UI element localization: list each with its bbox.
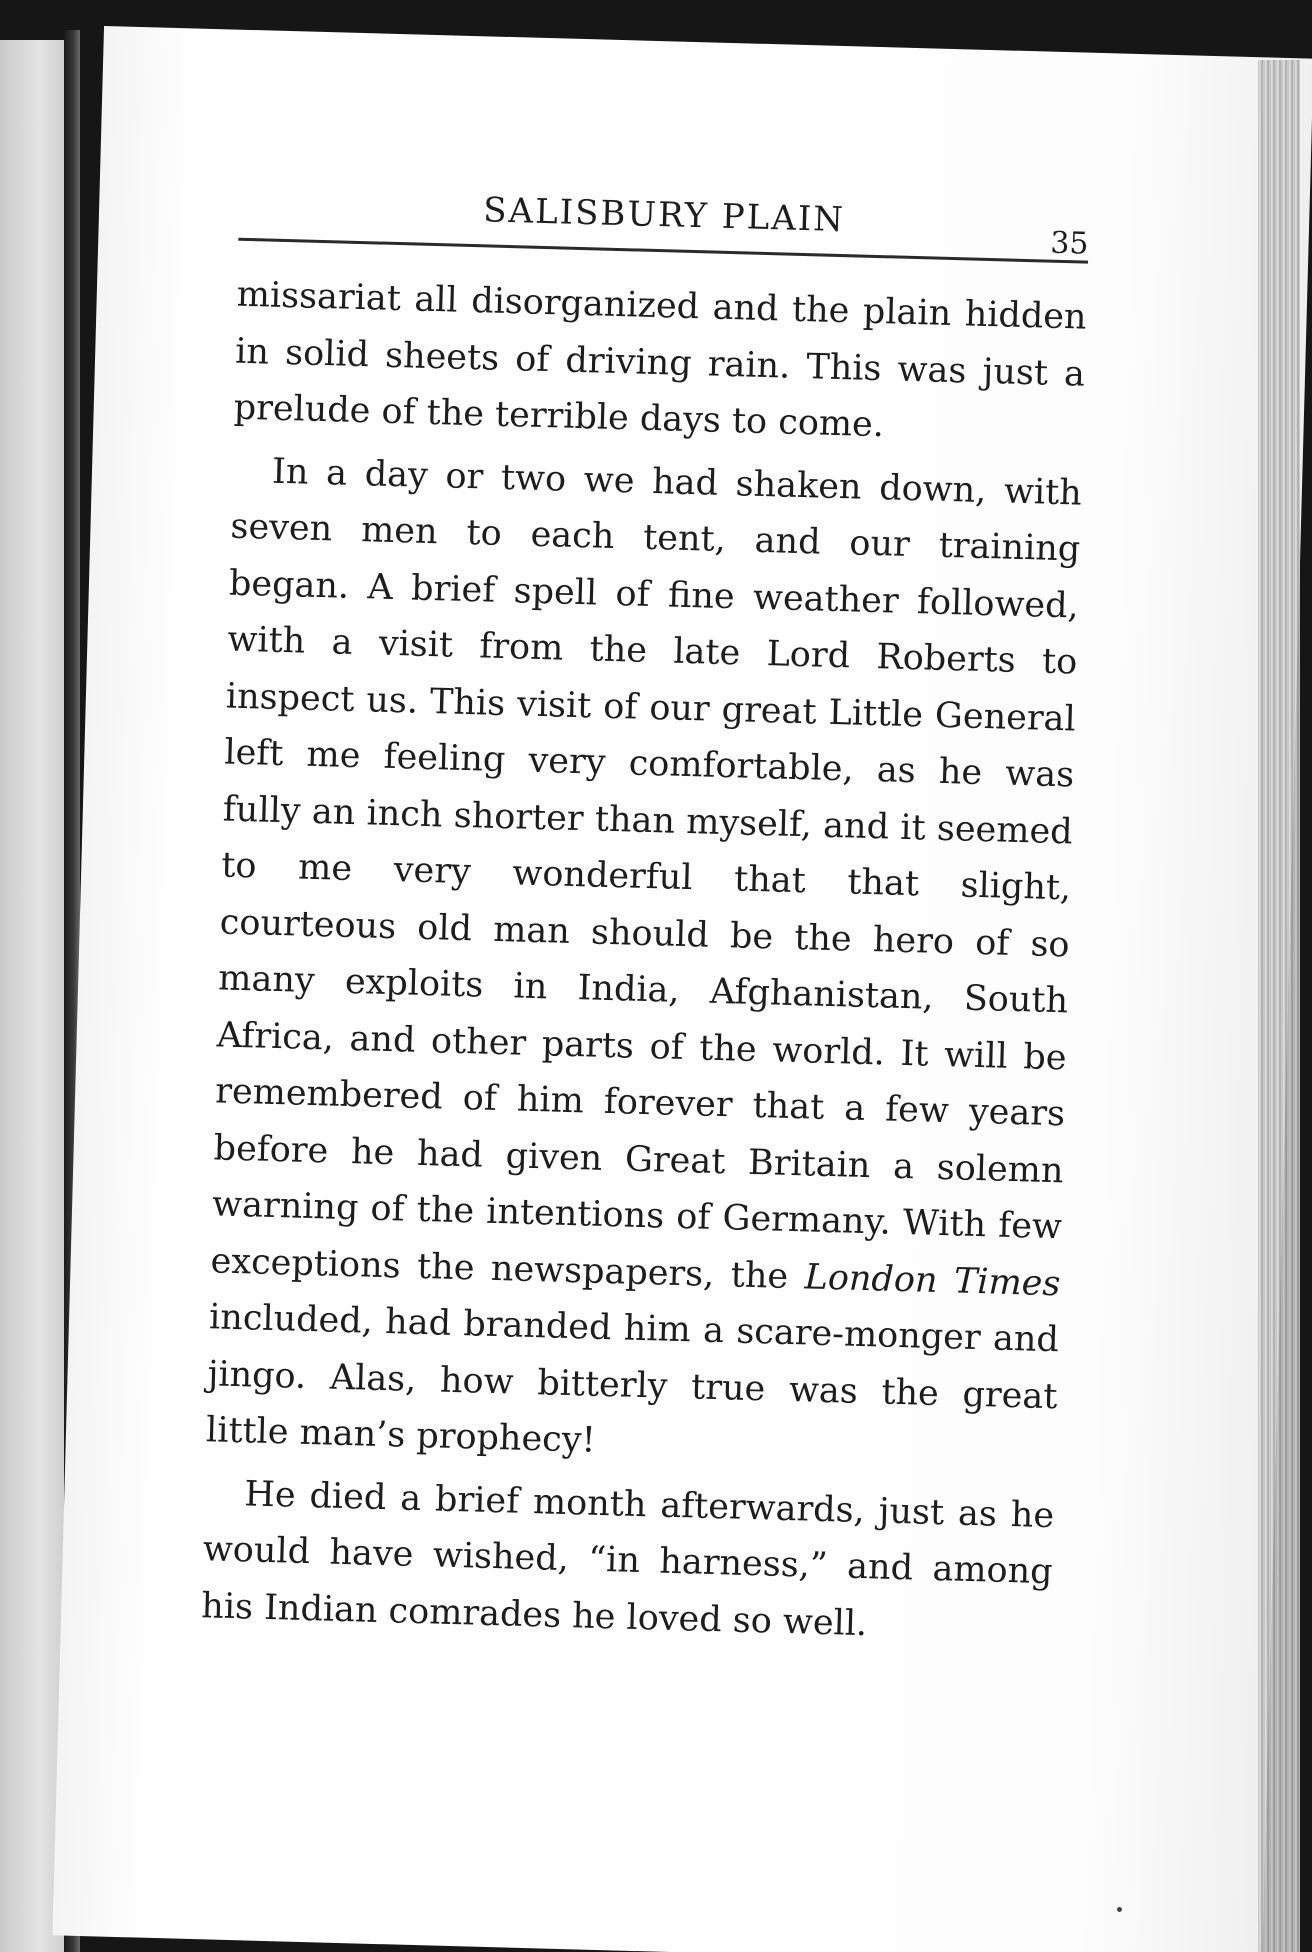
running-head — [238, 180, 1089, 264]
paragraph-continuation: missariat all disorganized and the plain hidden in solid sheets of driving rain. This was just a prelude of the terrible days to come. — [233, 274, 1088, 446]
paragraph-text: included, had branded him a scare-monger and jingo. Alas, how bitterly true was the great little man’s prophecy! — [205, 1297, 1060, 1461]
page-stack-edges — [1258, 60, 1300, 1952]
paragraph-lord-roberts — [205, 442, 1082, 1482]
dust-speck — [1117, 1907, 1122, 1912]
running-title: SALISBURY PLAIN — [482, 190, 846, 241]
page-number: 35 — [1049, 225, 1089, 262]
paragraph-death: He died a brief month afterwards, just as he would have wished, “in harness,” and among his Indian comrades he loved so well. — [200, 1473, 1055, 1644]
text-block — [200, 180, 1089, 1663]
book-page — [52, 26, 1312, 1952]
body-text — [201, 267, 1088, 1657]
paragraph-text: In a day or two we had shaken down, with seven men to each tent, and our training began. A brief spell of fine weather followed, with a visit from the late Lord Roberts to inspect us. This visit of our great Little General left me feeling very comfortable, as he was fully an inch shorter than myself, and it seemed to me very wonderful that that slight, courteous old man should be the hero of so many exploits in India, Afghanistan, South Africa, and other parts of the world. It will be remembered of him forever that a few years before he had given Great Britain a solemn warning of the intentions of Germany. With few exceptions the newspapers, the — [210, 451, 1083, 1297]
facing-page-edge — [0, 40, 64, 1952]
newspaper-title: London Times — [804, 1256, 1061, 1304]
